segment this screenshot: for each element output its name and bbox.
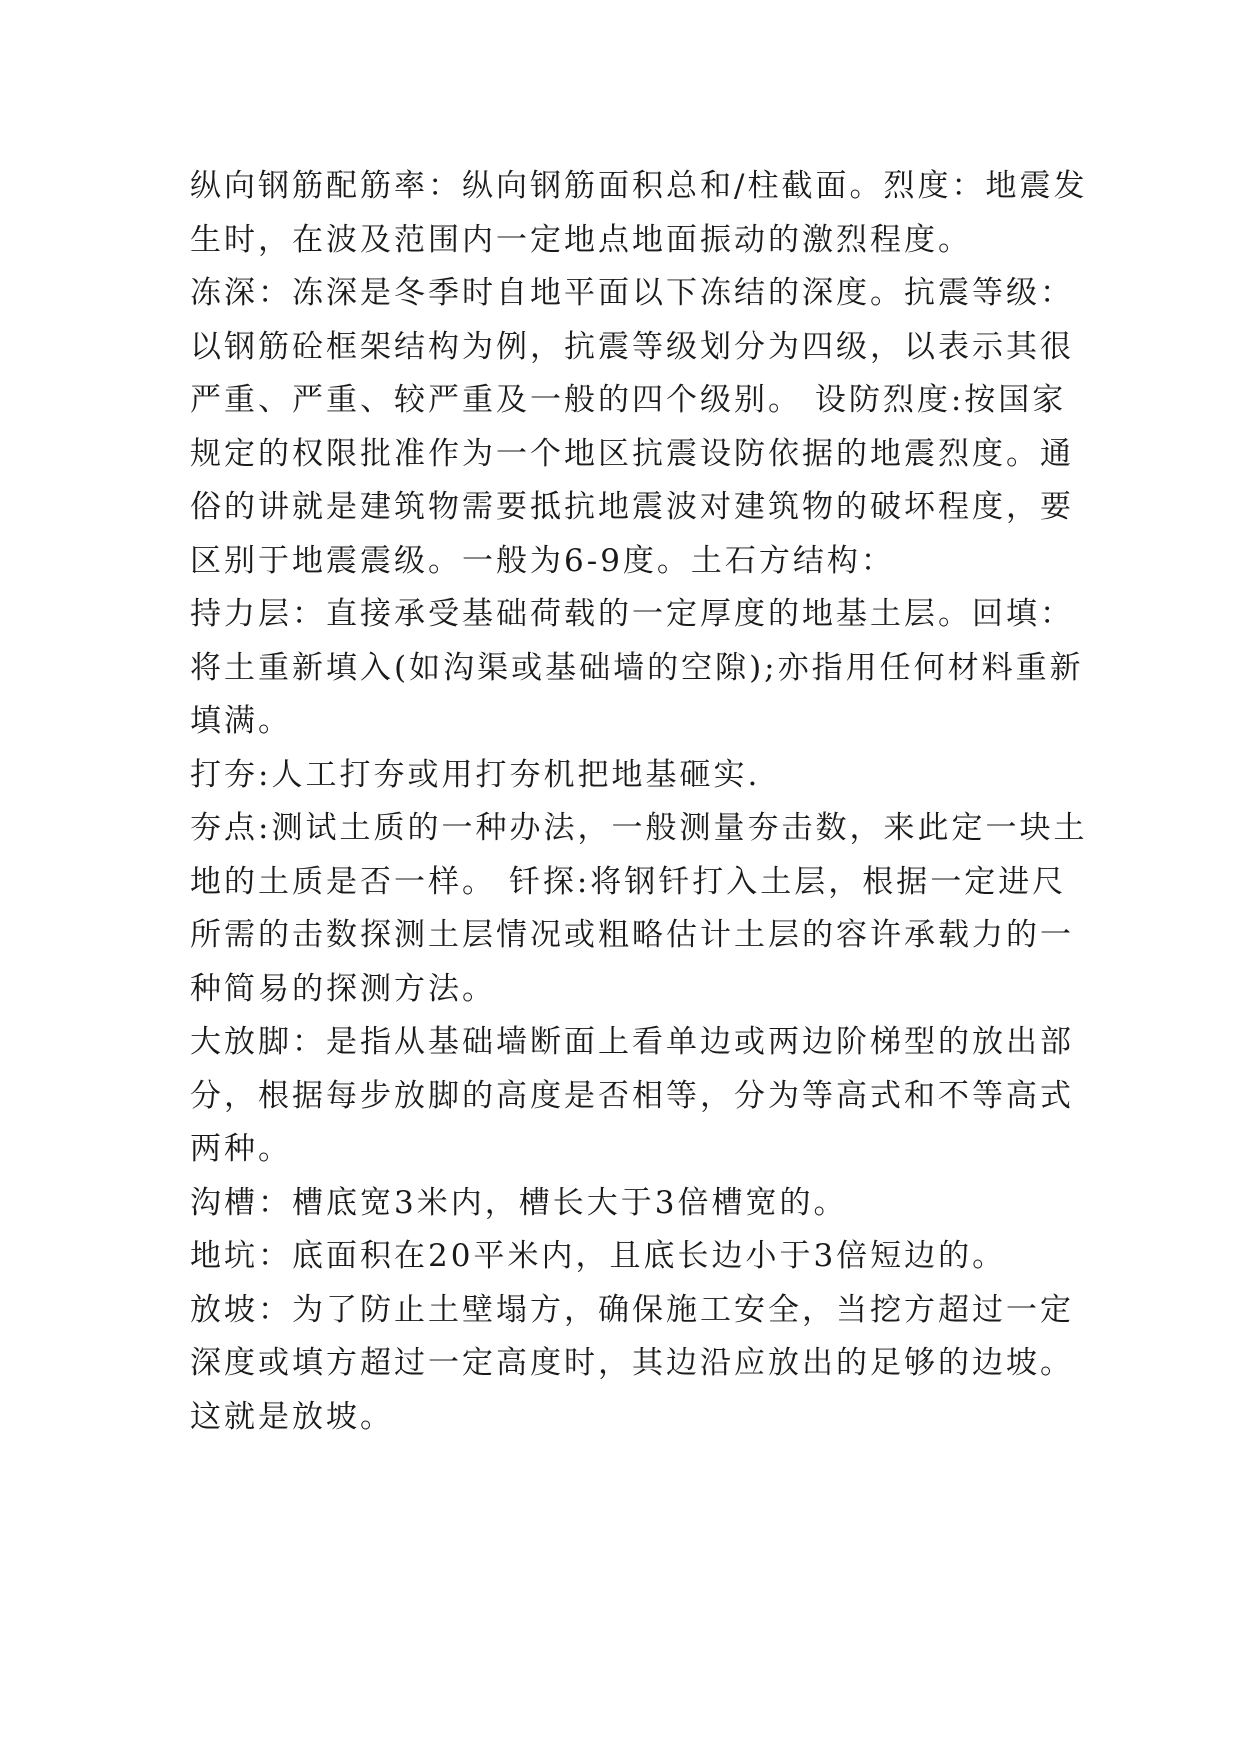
paragraph-bearing-layer-backfill: 持力层：直接承受基础荷载的一定厚度的地基土层。回填：将土重新填入(如沟渠或基础墙的空隙);亦指用任何材料重新填满。 <box>190 596 1084 739</box>
paragraph-trench: 沟槽：槽底宽3米内，槽长大于3倍槽宽的。 <box>190 1184 848 1221</box>
document-body <box>190 160 1090 1444</box>
paragraph-tamping: 打夯:人工打夯或用打夯机把地基砸实. <box>190 756 761 793</box>
paragraph-tamping-point-probing: 夯点:测试土质的一种办法，一般测量夯击数，来此定一块土地的土质是否一样。 钎探:将钢钎打入土层，根据一定进尺所需的击数探测土层情况或粗略估计土层的容许承载力的一种简易的探测方法。 <box>190 810 1088 1007</box>
paragraph-slope: 放坡：为了防止土壁塌方，确保施工安全，当挖方超过一定深度或填方超过一定高度时，其边沿应放出的足够的边坡。这就是放坡。 <box>190 1291 1074 1435</box>
paragraph-pit: 地坑：底面积在20平米内，且底长边小于3倍短边的。 <box>190 1238 1007 1274</box>
paragraph-reinforcement-ratio-intensity: 纵向钢筋配筋率：纵向钢筋面积总和/柱截面。烈度：地震发生时，在波及范围内一定地点地面振动的激烈程度。 <box>190 168 1088 258</box>
paragraph-frost-depth-seismic-grade: 冻深：冻深是冬季时自地平面以下冻结的深度。抗震等级：以钢筋砼框架结构为例，抗震等级划分为四级，以表示其很严重、严重、较严重及一般的四个级别。 设防烈度:按国家规定的权限批准作为一个地区抗震设防依据的地震烈度。通俗的讲就是建筑物需要抵抗地震波对建筑物的破坏程度，要区别于地震震级。一般为6-9度。土石方结构： <box>190 275 1074 579</box>
paragraph-footing-step: 大放脚：是指从基础墙断面上看单边或两边阶梯型的放出部分，根据每步放脚的高度是否相等，分为等高式和不等高式两种。 <box>190 1024 1074 1167</box>
